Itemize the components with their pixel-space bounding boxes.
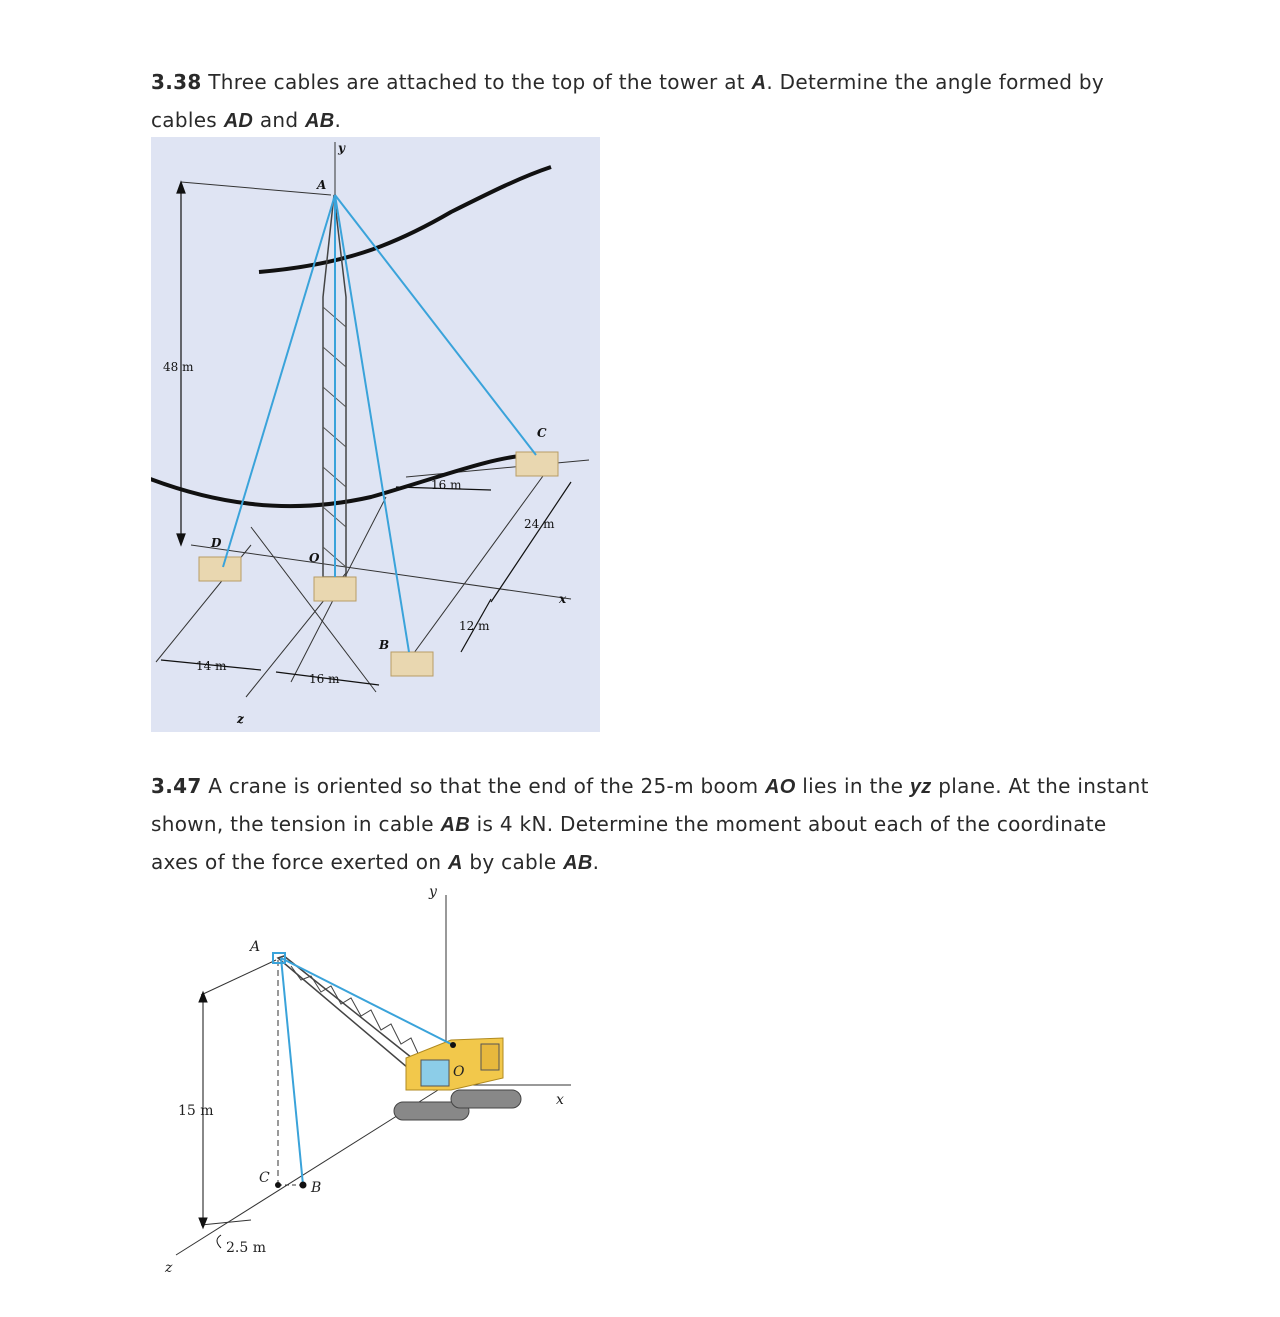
cable-label: AB xyxy=(563,852,593,874)
plane-label: yz xyxy=(909,776,932,798)
boom-label: AO xyxy=(765,776,796,798)
problem-text: and xyxy=(253,108,306,132)
cable-label: AD xyxy=(223,110,254,132)
problem-text: . xyxy=(592,850,600,874)
axis-label-x: x xyxy=(556,1092,564,1108)
tower-figure-svg xyxy=(151,137,600,732)
point-label-o: O xyxy=(309,551,320,565)
axis-label-z: z xyxy=(165,1260,173,1276)
axes xyxy=(176,895,571,1255)
hoist-cable xyxy=(281,958,453,1045)
footing-o xyxy=(314,577,356,601)
crane-track-right xyxy=(451,1090,521,1108)
footing-c xyxy=(516,452,558,476)
point-b-dot xyxy=(300,1182,307,1189)
dim-label-24m: 24 m xyxy=(524,517,555,531)
problem-number: 3.38 xyxy=(151,70,202,94)
problem-text: lies in the xyxy=(795,774,910,798)
problem-text: is 4 kN. Determine the moment about each of the coordinate axes of the force exerted on xyxy=(151,812,1107,874)
problem-3-38-text xyxy=(151,64,1151,140)
point-label-c: C xyxy=(537,426,547,440)
problem-text: plane. At the instant shown, the tension in cable xyxy=(151,774,1149,836)
footing-d xyxy=(199,557,241,581)
dim-label-2-5m: 2.5 m xyxy=(226,1240,266,1256)
dim-label-14m: 14 m xyxy=(196,659,227,673)
axis-label-y: y xyxy=(429,884,437,900)
crane-figure xyxy=(151,880,601,1280)
problem-text: Three cables are attached to the top of the tower at xyxy=(201,70,752,94)
cable-ab xyxy=(281,958,303,1185)
problem-text: A crane is oriented so that the end of the 25-m boom xyxy=(201,774,766,798)
point-label-c: C xyxy=(259,1170,270,1186)
axis-label-y: y xyxy=(338,141,345,155)
dim-label-48m: 48 m xyxy=(163,360,194,374)
axis-label-x: x xyxy=(559,592,567,606)
dim-label-15m: 15 m xyxy=(178,1103,214,1119)
point-label-b: B xyxy=(311,1180,322,1196)
problem-3-47-text xyxy=(151,768,1151,882)
footing-b xyxy=(391,652,433,676)
point-label-b: B xyxy=(379,638,390,652)
dim-label-16m-bottom: 16 m xyxy=(309,672,340,686)
tower-cables-figure xyxy=(151,137,600,732)
height-ref-line xyxy=(201,960,276,995)
dim-label-12m: 12 m xyxy=(459,619,490,633)
axis-label-z: z xyxy=(237,712,244,726)
point-label: A xyxy=(751,72,767,94)
problem-number: 3.47 xyxy=(151,774,202,798)
problem-text: by cable xyxy=(462,850,564,874)
problem-text: . Determine the angle formed by cables xyxy=(151,70,1105,132)
cable-label: AB xyxy=(305,110,335,132)
point-label-d: D xyxy=(211,536,222,550)
point-label: A xyxy=(447,852,463,874)
point-c-dot xyxy=(275,1182,281,1188)
dimension-markers xyxy=(199,992,221,1248)
crane-figure-svg xyxy=(151,880,601,1280)
point-label-o: O xyxy=(453,1064,465,1080)
height-ref-line xyxy=(201,1220,251,1225)
point-label-a: A xyxy=(317,178,327,192)
figure-background xyxy=(151,137,600,732)
dim-label-16m-top: 16 m xyxy=(431,478,462,492)
point-label-a: A xyxy=(250,939,261,955)
crane-cab xyxy=(421,1060,449,1086)
problem-text: . xyxy=(334,108,342,132)
cable-anchor-dot xyxy=(450,1042,456,1048)
cable-label: AB xyxy=(440,814,470,836)
